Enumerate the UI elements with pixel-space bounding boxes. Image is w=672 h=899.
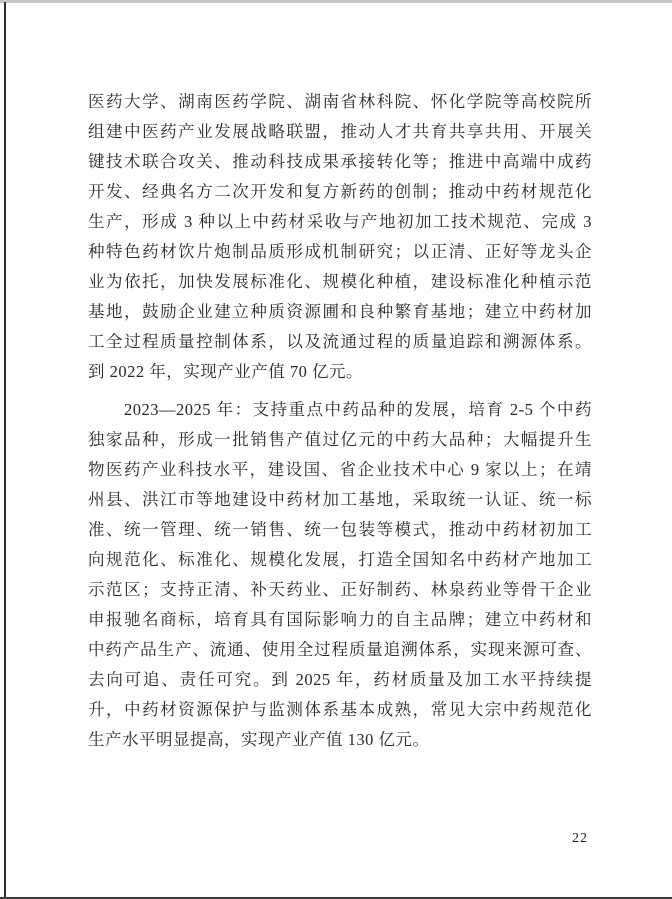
text-line: 去向可追、责任可究。到 2025 年，药材质量及加工水平持续提 xyxy=(88,670,592,689)
page-edge-left xyxy=(4,2,6,899)
text-line: 生产水平明显提高，实现产业产值 130 亿元。 xyxy=(88,730,430,749)
text-line: 独家品种，形成一批销售产值过亿元的中药大品种；大幅提升生 xyxy=(88,430,592,449)
text-line: 申报驰名商标，培育具有国际影响力的自主品牌；建立中药材和 xyxy=(88,610,592,629)
text-line: 升，中药材资源保护与监测体系基本成熟，常见大宗中药规范化 xyxy=(88,700,592,719)
text-line: 中药产品生产、流通、使用全过程质量追溯体系，实现来源可查、 xyxy=(88,640,592,659)
text-line: 到 2022 年，实现产业产值 70 亿元。 xyxy=(88,362,363,381)
text-line: 工全过程质量控制体系，以及流通过程的质量追踪和溯源体系。 xyxy=(88,332,592,351)
text-line: 医药大学、湖南医药学院、湖南省林科院、怀化学院等高校院所 xyxy=(88,92,592,111)
text-line: 开发、经典名方二次开发和复方新药的创制；推动中药材规范化 xyxy=(88,182,592,201)
page-edge-top xyxy=(0,0,672,3)
text-line: 业为依托，加快发展标准化、规模化种植，建设标准化种植示范 xyxy=(88,272,592,291)
page-number: 22 xyxy=(572,831,588,846)
text-line: 示范区；支持正清、补天药业、正好制药、林泉药业等骨干企业 xyxy=(88,580,592,599)
text-line: 准、统一管理、统一销售、统一包装等模式，推动中药材初加工 xyxy=(88,520,592,539)
text-block xyxy=(88,87,592,755)
text-line: 键技术联合攻关、推动科技成果承接转化等；推进中高端中成药 xyxy=(88,152,592,171)
text-line: 基地，鼓励企业建立种质资源圃和良种繁育基地；建立中药材加 xyxy=(88,302,592,321)
text-line: 向规范化、标准化、规模化发展，打造全国知名中药材产地加工 xyxy=(88,550,592,569)
text-line: 种特色药材饮片炮制品质形成机制研究；以正清、正好等龙头企 xyxy=(88,242,592,261)
text-line: 州县、洪江市等地建设中药材加工基地，采取统一认证、统一标 xyxy=(88,490,592,509)
text-line: 2023—2025 年：支持重点中药品种的发展，培育 2-5 个中药 xyxy=(124,400,592,419)
text-line: 组建中医药产业发展战略联盟，推动人才共育共享共用、开展关 xyxy=(88,122,592,141)
text-line: 生产，形成 3 种以上中药材采收与产地初加工技术规范、完成 3 xyxy=(88,212,592,231)
text-line: 物医药产业科技水平，建设国、省企业技术中心 9 家以上；在靖 xyxy=(88,460,592,479)
